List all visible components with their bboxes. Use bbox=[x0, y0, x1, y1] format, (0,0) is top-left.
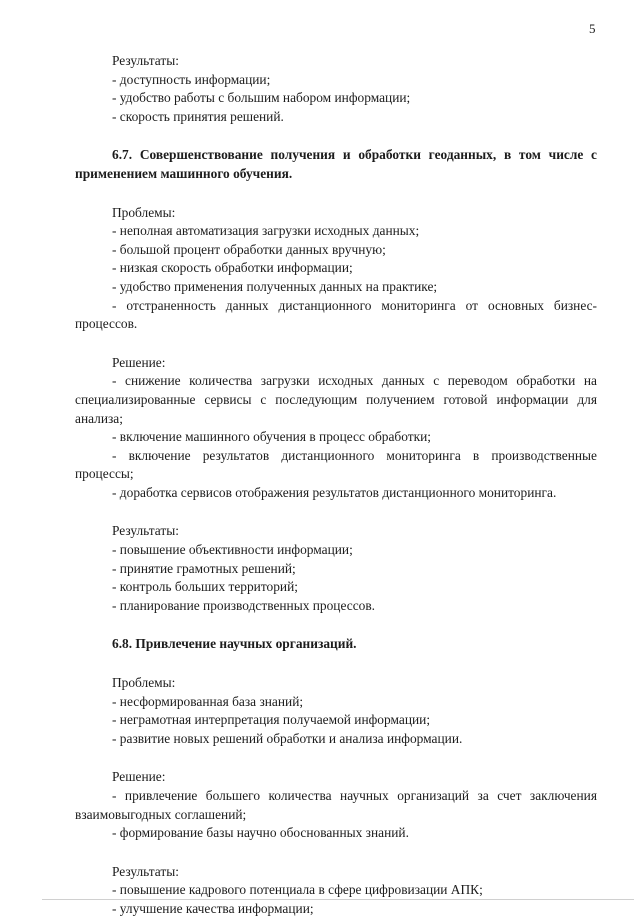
list-item: - удобство работы с большим набором информации; bbox=[112, 90, 411, 106]
list-item: - формирование базы научно обоснованных знаний. bbox=[112, 825, 409, 841]
list-item: - большой процент обработки данных вручную; bbox=[112, 241, 386, 257]
list-item: - контроль больших территорий; bbox=[112, 579, 298, 595]
list-item: - повышение объективности информации; bbox=[112, 542, 353, 558]
list-item: - удобство применения полученных данных на практике; bbox=[112, 278, 438, 294]
problems-title: Проблемы: bbox=[112, 204, 176, 220]
document-body bbox=[75, 52, 597, 919]
list-item: - снижение количества загрузки исходных данных с переводом обработки на специализированные сервисы с последующим получением готовой информации для анализа; bbox=[75, 373, 597, 426]
list-item: - улучшение качества информации; bbox=[112, 900, 314, 916]
list-item: - включение машинного обучения в процесс обработки; bbox=[112, 429, 431, 445]
section-heading: 6.7. Совершенствование получения и обработки геоданных, в том числе с применением машинного обучения. bbox=[75, 147, 597, 181]
list-item: - включение результатов дистанционного мониторинга в производственные процессы; bbox=[75, 447, 597, 482]
list-item: - неполная автоматизация загрузки исходных данных; bbox=[112, 223, 420, 239]
solution-title: Решение: bbox=[112, 354, 166, 370]
list-item: - планирование производственных процессов. bbox=[112, 597, 376, 613]
results-title: Результаты: bbox=[112, 53, 179, 68]
list-item: - низкая скорость обработки информации; bbox=[112, 260, 353, 276]
list-item: - неграмотная интерпретация получаемой информации; bbox=[112, 712, 431, 728]
scan-edge-divider bbox=[42, 899, 634, 900]
list-item: - развитие новых решений обработки и анализа информации. bbox=[112, 730, 463, 746]
list-item: - отстраненность данных дистанционного мониторинга от основных бизнес-процессов. bbox=[75, 297, 597, 332]
list-item: - принятие грамотных решений; bbox=[112, 560, 296, 576]
list-item: - привлечение большего количества научных организаций за счет заключения взаимовыгодных соглашений; bbox=[75, 788, 597, 822]
list-item: - доступность информации; bbox=[112, 71, 271, 87]
list-item: - несформированная база знаний; bbox=[112, 693, 304, 709]
solution-title: Решение: bbox=[112, 769, 166, 785]
section-heading: 6.8. Привлечение научных организаций. bbox=[112, 636, 357, 652]
results-title: Результаты: bbox=[112, 863, 179, 879]
page-number: 5 bbox=[589, 21, 596, 36]
list-item: - доработка сервисов отображения результатов дистанционного мониторинга. bbox=[112, 484, 557, 500]
problems-title: Проблемы: bbox=[112, 675, 176, 691]
results-title: Результаты: bbox=[112, 523, 179, 539]
list-item: - повышение кадрового потенциала в сфере цифровизации АПК; bbox=[112, 882, 483, 898]
list-item: - скорость принятия решений. bbox=[112, 108, 284, 124]
